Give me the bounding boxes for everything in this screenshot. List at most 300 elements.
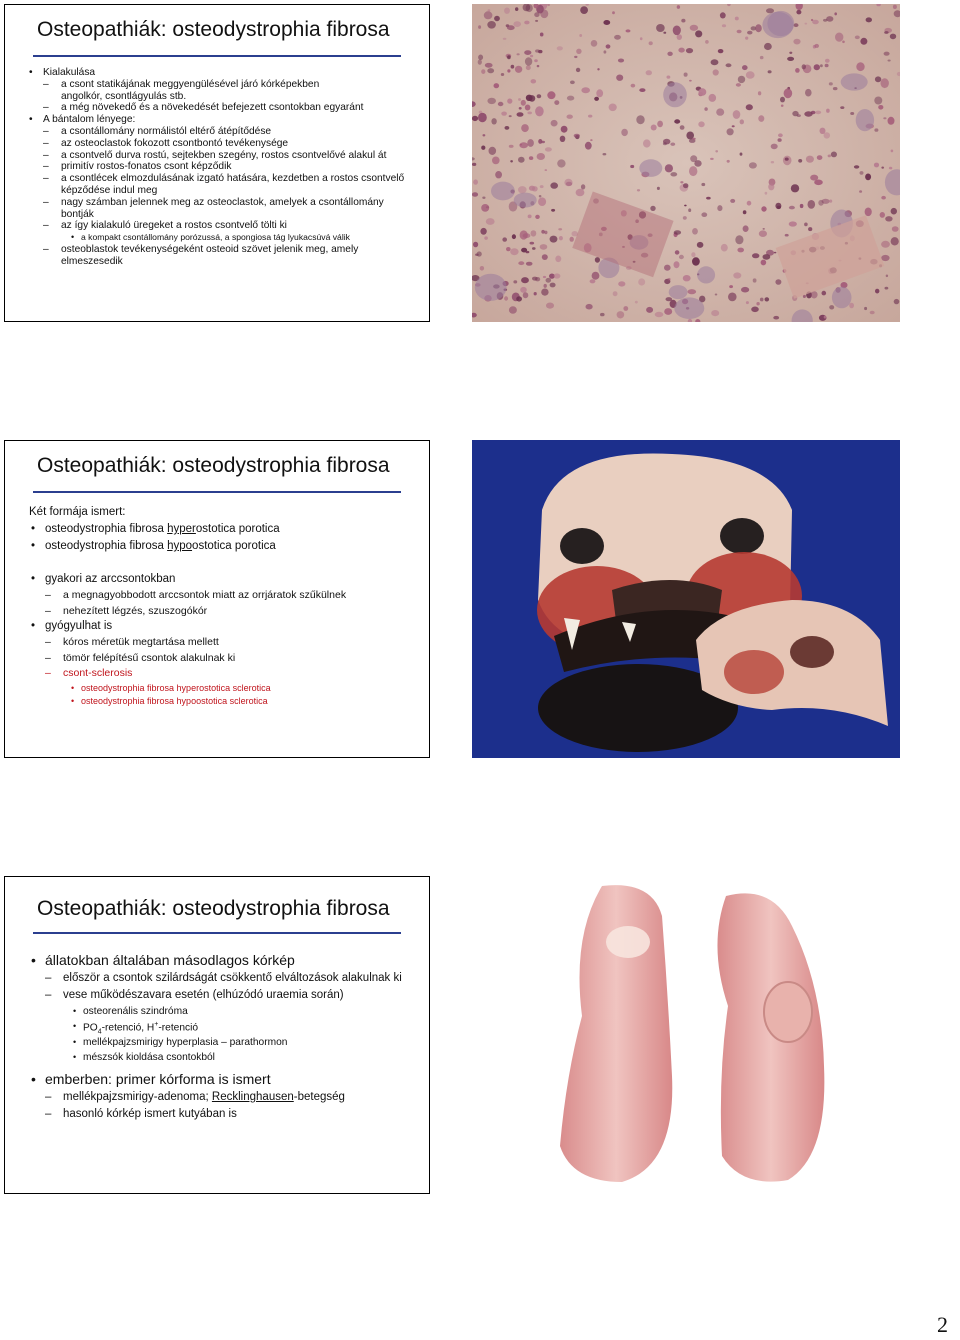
cell-nucleus — [691, 252, 695, 257]
cell-nucleus — [864, 307, 867, 310]
cell-nucleus — [501, 112, 507, 116]
cell-nucleus — [478, 55, 483, 61]
cell-nucleus — [732, 125, 735, 127]
osteoclast-cell — [639, 159, 662, 177]
cell-nucleus — [519, 107, 522, 110]
cell-nucleus — [591, 40, 598, 47]
cell-nucleus — [554, 100, 559, 105]
cell-nucleus — [889, 167, 892, 170]
cell-nucleus — [475, 254, 479, 256]
kidney-specimen-photo — [472, 876, 900, 1194]
cell-nucleus — [534, 59, 538, 62]
cell-nucleus — [695, 30, 702, 37]
left-orbit — [560, 528, 604, 564]
cell-nucleus — [865, 174, 871, 181]
cell-nucleus — [746, 104, 753, 110]
cell-nucleus — [535, 20, 538, 22]
slide-1-item: – nagy számban jelennek meg az osteoclastok, amelyek a csontállomány — [61, 197, 465, 209]
cell-nucleus — [840, 106, 844, 109]
cell-nucleus — [738, 76, 745, 83]
cell-nucleus — [651, 125, 657, 131]
cell-nucleus — [670, 143, 675, 146]
cell-nucleus — [771, 161, 774, 163]
cell-nucleus — [891, 237, 899, 245]
cell-nucleus — [874, 97, 882, 105]
cell-nucleus — [518, 261, 524, 265]
cell-nucleus — [883, 117, 886, 119]
cell-nucleus — [718, 49, 724, 53]
cell-nucleus — [850, 112, 854, 115]
cell-nucleus — [716, 108, 724, 115]
slide-1-title: Osteopathiák: osteodystrophia fibrosa — [37, 18, 390, 41]
cell-nucleus — [681, 19, 685, 23]
cell-nucleus — [880, 212, 885, 218]
cell-nucleus — [814, 44, 819, 48]
cell-nucleus — [789, 206, 795, 210]
cell-nucleus — [481, 146, 485, 150]
cell-nucleus — [686, 48, 693, 53]
cell-nucleus — [884, 31, 888, 34]
cell-nucleus — [621, 129, 628, 136]
cell-nucleus — [505, 126, 510, 130]
cell-nucleus — [618, 59, 624, 63]
slide-2-title-rule — [33, 491, 401, 493]
cell-nucleus — [521, 277, 529, 283]
cell-nucleus — [705, 40, 709, 44]
cell-nucleus — [842, 41, 845, 44]
cell-nucleus — [699, 88, 707, 95]
cell-nucleus — [829, 82, 833, 85]
cell-nucleus — [749, 162, 757, 168]
cell-nucleus — [520, 144, 522, 146]
cell-nucleus — [670, 172, 677, 176]
cell-nucleus — [740, 119, 744, 124]
cell-nucleus — [856, 62, 864, 71]
cell-nucleus — [527, 139, 534, 147]
cell-nucleus — [636, 115, 644, 124]
cell-nucleus — [574, 134, 580, 138]
cell-nucleus — [814, 64, 820, 70]
cell-nucleus — [540, 244, 548, 250]
cell-nucleus — [551, 209, 555, 212]
cell-nucleus — [884, 52, 890, 56]
cell-nucleus — [735, 17, 739, 21]
cell-nucleus — [541, 289, 548, 296]
cell-nucleus — [529, 156, 533, 160]
cell-nucleus — [524, 21, 529, 25]
cell-nucleus — [501, 73, 504, 76]
cell-nucleus — [820, 64, 823, 67]
slide-1-item: – osteoblastok tevékenységeként osteoid szövet jelenik meg, amely — [61, 244, 465, 256]
cell-nucleus — [875, 76, 881, 82]
cell-nucleus — [544, 284, 547, 288]
cell-nucleus — [541, 230, 545, 234]
cell-nucleus — [495, 171, 502, 178]
cell-nucleus — [826, 16, 833, 22]
cell-nucleus — [810, 175, 818, 181]
cell-nucleus — [692, 257, 700, 265]
slide-2-item: • osteodystrophia fibrosa hyperostotica sclerotica — [81, 683, 473, 697]
cell-nucleus — [489, 147, 497, 155]
cell-nucleus — [639, 88, 645, 92]
slide-1-item: – a még növekedő és a növekedését befejezett csontokban egyaránt — [61, 102, 465, 114]
cell-nucleus — [817, 155, 823, 160]
cell-nucleus — [881, 196, 886, 200]
cell-nucleus — [758, 91, 761, 95]
cell-nucleus — [526, 65, 531, 70]
cell-nucleus — [502, 237, 507, 241]
cell-nucleus — [760, 298, 764, 302]
cell-nucleus — [878, 105, 883, 110]
forms-intro: Két formája ismert: — [29, 506, 126, 518]
cell-nucleus — [494, 83, 500, 88]
cell-nucleus — [538, 197, 546, 206]
cell-nucleus — [520, 230, 528, 239]
cell-nucleus — [768, 183, 774, 190]
cell-nucleus — [606, 44, 611, 48]
slide-1-text-panel — [4, 4, 430, 322]
slide-1-item: – az osteoclastok fokozott csontbontó tevékenysége — [61, 138, 465, 150]
cell-nucleus — [690, 155, 697, 162]
cell-nucleus — [478, 60, 482, 65]
cell-nucleus — [751, 307, 759, 313]
sub-item-kidney: – vese működészavara esetén (elhúzódó uraemia során) — [63, 989, 441, 1006]
cell-nucleus — [881, 167, 884, 169]
cell-nucleus — [600, 313, 605, 316]
cell-nucleus — [761, 260, 767, 266]
heading-animals: • állatokban általában másodlagos kórkép — [45, 952, 423, 972]
cell-nucleus — [831, 152, 837, 158]
cell-nucleus — [796, 10, 801, 15]
cell-nucleus — [805, 89, 812, 97]
cell-nucleus — [472, 116, 478, 121]
slide-1-item: • a kompakt csontállomány porózussá, a spongiosa tág lyukacsúvá válik — [81, 232, 485, 244]
cell-nucleus — [826, 109, 830, 113]
cell-nucleus — [679, 255, 684, 259]
cell-nucleus — [892, 226, 899, 232]
cell-nucleus — [576, 68, 580, 72]
cell-nucleus — [528, 215, 532, 219]
cell-nucleus — [560, 136, 566, 142]
cell-nucleus — [643, 139, 651, 147]
slide-2-title: Osteopathiák: osteodystrophia fibrosa — [37, 454, 390, 477]
page-number: 2 — [937, 1312, 948, 1337]
cell-nucleus — [657, 121, 663, 128]
cell-nucleus — [663, 139, 670, 145]
cell-nucleus — [743, 210, 747, 214]
cell-nucleus — [743, 225, 749, 232]
slide-3-body — [45, 952, 423, 1125]
cell-nucleus — [561, 126, 568, 133]
cell-nucleus — [667, 52, 672, 56]
cell-nucleus — [683, 183, 688, 188]
cell-nucleus — [824, 316, 827, 319]
cell-nucleus — [808, 200, 816, 209]
cell-nucleus — [891, 208, 897, 215]
cell-nucleus — [771, 144, 778, 150]
slide-2-item: • osteodystrophia fibrosa hypoostotica sclerotica — [81, 696, 473, 710]
cell-nucleus — [590, 279, 596, 283]
cell-nucleus — [646, 70, 652, 75]
cell-nucleus — [614, 35, 621, 40]
cell-nucleus — [684, 205, 687, 207]
cell-nucleus — [698, 121, 704, 127]
cell-nucleus — [487, 21, 496, 29]
slide-2-item: – csont-sclerosis — [63, 667, 455, 683]
cell-nucleus — [521, 100, 526, 106]
cell-nucleus — [808, 227, 812, 231]
cell-nucleus — [650, 206, 655, 211]
cell-nucleus — [564, 179, 572, 187]
cell-nucleus — [513, 280, 517, 283]
cell-nucleus — [742, 65, 748, 70]
cell-nucleus — [517, 112, 524, 117]
cell-nucleus — [540, 185, 544, 188]
cell-nucleus — [683, 216, 687, 220]
cell-nucleus — [680, 181, 683, 183]
cell-nucleus — [775, 279, 781, 285]
sub-bullet-osteorenal: • osteorenális szindróma — [83, 1006, 461, 1021]
cell-nucleus — [746, 71, 755, 79]
cell-nucleus — [860, 38, 867, 45]
cell-nucleus — [733, 272, 741, 278]
cell-nucleus — [789, 221, 797, 226]
cell-nucleus — [891, 150, 894, 153]
cell-nucleus — [635, 301, 638, 304]
cell-nucleus — [729, 285, 733, 288]
cell-nucleus — [768, 70, 772, 73]
cell-nucleus — [542, 254, 548, 260]
cell-nucleus — [623, 306, 628, 311]
right-specimen — [717, 893, 824, 1181]
cell-nucleus — [761, 206, 766, 211]
slide-1-item: – a csontállomány normálistól eltérő átépítődése — [61, 126, 465, 138]
cell-nucleus — [513, 21, 521, 27]
cell-nucleus — [741, 287, 749, 293]
form-hyperostotica: • osteodystrophia fibrosa hyperostotica porotica — [45, 523, 437, 540]
osteoclast-cell — [674, 297, 704, 319]
cell-nucleus — [802, 64, 806, 69]
section-swelling — [724, 650, 784, 694]
cell-nucleus — [866, 17, 872, 22]
cell-nucleus — [747, 201, 752, 206]
kidney-specimen-svg — [472, 876, 900, 1194]
osteoclast-cell — [767, 11, 794, 36]
cell-nucleus — [773, 316, 779, 320]
cell-nucleus — [683, 275, 691, 281]
cell-nucleus — [558, 228, 562, 230]
cell-nucleus — [515, 7, 518, 11]
cell-nucleus — [535, 49, 540, 52]
cell-nucleus — [704, 107, 707, 111]
cell-nucleus — [554, 273, 561, 278]
cell-nucleus — [616, 75, 623, 81]
slide-2-item-list — [31, 573, 423, 710]
sub-bullet-retention: • $PO_4$-retenció, H+-retenció — [83, 1021, 461, 1037]
cell-nucleus — [860, 171, 864, 175]
cell-nucleus — [874, 163, 879, 168]
cell-nucleus — [524, 50, 531, 55]
slide-1-item: • Kialakulása — [43, 67, 447, 79]
cell-nucleus — [483, 134, 486, 136]
cell-nucleus — [603, 20, 610, 25]
cell-nucleus — [829, 305, 834, 309]
cell-nucleus — [511, 65, 515, 69]
slide-1-item: bontják — [61, 208, 94, 220]
cell-nucleus — [756, 302, 759, 305]
cell-nucleus — [825, 64, 829, 68]
cell-nucleus — [503, 38, 507, 40]
cell-nucleus — [521, 124, 529, 132]
cell-nucleus — [763, 254, 771, 260]
cell-nucleus — [482, 197, 485, 199]
cell-nucleus — [640, 37, 643, 40]
cell-nucleus — [559, 236, 563, 240]
cell-nucleus — [721, 244, 728, 252]
cell-nucleus — [570, 81, 575, 85]
cell-nucleus — [763, 228, 765, 230]
cell-nucleus — [523, 292, 529, 298]
cell-nucleus — [753, 278, 757, 282]
cell-nucleus — [486, 218, 495, 225]
cell-nucleus — [557, 46, 563, 50]
sub-item-dog: – hasonló kórkép ismert kutyában is — [63, 1108, 441, 1125]
cell-nucleus — [586, 304, 593, 310]
cell-nucleus — [530, 55, 533, 58]
cell-nucleus — [526, 95, 533, 101]
cell-nucleus — [597, 68, 599, 70]
cell-nucleus — [663, 32, 666, 34]
slide-2-body — [31, 506, 423, 710]
slide-2-item: – nehezített légzés, szuszogókór — [63, 605, 455, 621]
cell-nucleus — [557, 159, 565, 167]
cell-nucleus — [531, 230, 537, 236]
cell-nucleus — [888, 117, 895, 125]
slide-1-item: – a csont statikájának meggyengülésével járó kórképekben — [61, 79, 465, 91]
cell-nucleus — [684, 73, 688, 77]
cell-nucleus — [678, 48, 684, 53]
cell-nucleus — [886, 275, 888, 278]
cell-nucleus — [540, 33, 544, 37]
cell-nucleus — [664, 265, 671, 271]
cell-nucleus — [764, 43, 772, 50]
cell-nucleus — [667, 76, 671, 79]
cell-nucleus — [711, 59, 719, 65]
slide-1-item: elmeszesedik — [61, 255, 123, 267]
cell-nucleus — [585, 142, 592, 150]
cell-nucleus — [745, 37, 748, 40]
cell-nucleus — [822, 291, 827, 296]
cell-nucleus — [828, 155, 831, 158]
cell-nucleus — [800, 204, 804, 208]
cell-nucleus — [674, 261, 680, 268]
cell-nucleus — [689, 80, 692, 82]
cell-nucleus — [766, 8, 774, 13]
cell-nucleus — [760, 56, 764, 59]
cell-nucleus — [604, 50, 607, 53]
cell-nucleus — [590, 139, 592, 141]
cell-nucleus — [752, 253, 759, 258]
cell-nucleus — [574, 56, 577, 58]
cell-nucleus — [655, 312, 664, 317]
cell-nucleus — [890, 34, 896, 40]
cell-nucleus — [550, 182, 558, 188]
cell-nucleus — [688, 208, 691, 212]
cell-nucleus — [506, 247, 511, 251]
osteoclast-cell — [663, 82, 687, 107]
cell-nucleus — [507, 25, 515, 30]
cell-nucleus — [865, 208, 872, 217]
cell-nucleus — [510, 248, 518, 255]
cell-nucleus — [765, 297, 770, 301]
sub-bullet-calcium: • mészsók kioldása csontokból — [83, 1052, 461, 1071]
cell-nucleus — [535, 106, 544, 116]
cell-nucleus — [473, 179, 478, 184]
slide-2-item: • gyakori az arccsontokban — [45, 573, 437, 589]
cell-nucleus — [805, 23, 808, 25]
cell-nucleus — [833, 87, 838, 90]
cell-nucleus — [504, 296, 508, 300]
cell-nucleus — [722, 24, 726, 27]
cell-nucleus — [675, 250, 680, 254]
right-specimen-nodule — [764, 982, 812, 1042]
cell-nucleus — [728, 293, 737, 302]
cell-nucleus — [581, 87, 590, 93]
cell-nucleus — [485, 63, 493, 68]
cell-nucleus — [746, 301, 749, 304]
cell-nucleus — [488, 9, 491, 11]
cell-nucleus — [480, 266, 484, 271]
cell-nucleus — [646, 307, 653, 313]
cell-nucleus — [715, 150, 718, 152]
cell-nucleus — [498, 102, 504, 106]
cell-nucleus — [509, 306, 517, 314]
cell-nucleus — [487, 68, 494, 73]
cell-nucleus — [709, 94, 717, 102]
cell-nucleus — [740, 153, 743, 156]
cell-nucleus — [674, 119, 680, 123]
cell-nucleus — [530, 242, 535, 245]
cell-nucleus — [706, 197, 711, 200]
cell-nucleus — [526, 262, 533, 266]
cell-nucleus — [509, 145, 514, 148]
cell-nucleus — [545, 147, 552, 151]
cell-nucleus — [715, 294, 718, 296]
cell-nucleus — [794, 23, 799, 27]
cell-nucleus — [727, 160, 730, 163]
cell-nucleus — [666, 297, 673, 301]
cell-nucleus — [481, 204, 489, 212]
cell-nucleus — [515, 66, 522, 73]
cell-nucleus — [881, 78, 889, 88]
cell-nucleus — [785, 158, 789, 161]
cell-nucleus — [518, 157, 525, 163]
cell-nucleus — [545, 169, 548, 171]
cell-nucleus — [613, 291, 618, 296]
cell-nucleus — [791, 184, 799, 192]
cell-nucleus — [711, 310, 719, 316]
cell-nucleus — [491, 118, 496, 124]
cell-nucleus — [580, 6, 588, 14]
slide-1-item: • A bántalom lényege: — [43, 114, 447, 126]
cell-nucleus — [759, 230, 767, 237]
cell-nucleus — [727, 128, 734, 135]
cell-nucleus — [492, 157, 500, 165]
cell-nucleus — [532, 277, 538, 281]
cell-nucleus — [737, 30, 742, 33]
cell-nucleus — [677, 5, 680, 9]
cell-nucleus — [487, 98, 496, 104]
